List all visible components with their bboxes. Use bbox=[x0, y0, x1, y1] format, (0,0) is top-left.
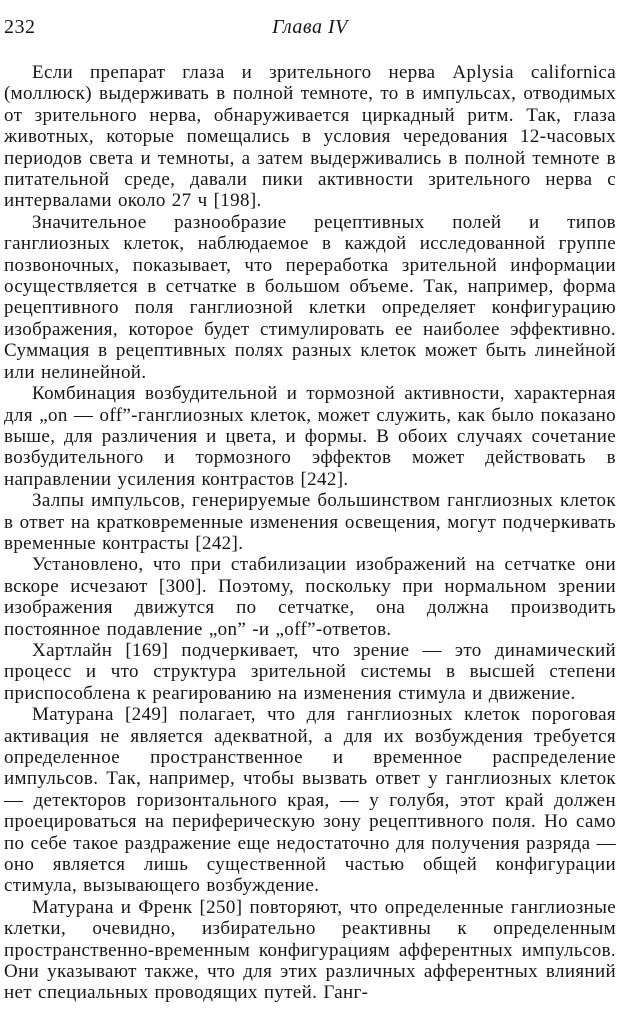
paragraph: Значительное разнообразие рецептивных полей и типов ганглиозных клеток, наблюдаемое в каждой исследованной группе позвоночных, показывает, что переработка зрительной информации осуществляется в сетчатке в большом объеме. Так, например, форма рецептивного поля ганглиозной клетки определяет конфигурацию изображения, которое будет стимулировать ее наиболее эффективно. Суммация в рецептивных полях разных клеток может быть линейной или нелинейной. bbox=[4, 211, 616, 383]
paragraph: Залпы импульсов, генерируемые большинством ганглиозных клеток в ответ на кратковременные изменения освещения, могут подчеркивать временные контрасты [242]. bbox=[4, 490, 616, 554]
running-head bbox=[4, 8, 616, 38]
paragraph: Если препарат глаза и зрительного нерва Aplysia californica (моллюск) выдерживать в полной темноте, то в импульсах, отводимых от зрительного нерва, обнаруживается циркадный ритм. Так, глаза животных, которые помещались в условия чередования 12-часовых периодов света и темноты, а затем выдерживались в полной темноте в питательной среде, давали пики активности зрительного нерва с интервалами около 27 ч [198]. bbox=[4, 62, 616, 212]
paragraph: Матурана и Френк [250] повторяют, что определенные ганглиозные клетки, очевидно, избирательно реактивны к определенным пространственно-временным конфигурациям афферентных импульсов. Они указывают также, что для этих различных афферентных влияний нет специальных проводящих путей. Ганг- bbox=[4, 896, 616, 1004]
paragraph: Хартлайн [169] подчеркивает, что зрение — это динамический процесс и что структура зрительной системы в высшей степени приспособлена к реагированию на изменения стимула и движение. bbox=[4, 639, 616, 704]
paragraph: Комбинация возбудительной и тормозной активности, характерная для „on — off”-ганглиозных клеток, может служить, как было показано выше, для различения и цвета, и формы. В обоих случаях сочетание возбудительного и тормозного эффектов может действовать в направлении усиления контрастов [242]. bbox=[4, 383, 616, 490]
page-number: 232 bbox=[4, 16, 36, 38]
body-text bbox=[4, 62, 616, 1004]
book-page bbox=[4, 8, 616, 1020]
chapter-title: Глава IV bbox=[272, 16, 348, 38]
paragraph: Установлено, что при стабилизации изображений на сетчатке они вскоре исчезают [300]. Поэтому, поскольку при нормальном зрении изображения движутся по сетчатке, она должна производить постоянное подавление „on” -и „off”-ответов. bbox=[4, 554, 616, 640]
paragraph: Матурана [249] полагает, что для ганглиозных клеток пороговая активация не является адекватной, а для их возбуждения требуется определенное пространственное и временное распределение импульсов. Так, например, чтобы вызвать ответ у ганглиозных клеток — детекторов горизонтального края, — у голубя, этот край должен проецироваться на периферическую зону рецептивного поля. Но само по себе такое раздражение еще недостаточно для получения разряда — оно является лишь существенной частью общей конфигурации стимула, вызывающего возбуждение. bbox=[4, 704, 616, 897]
